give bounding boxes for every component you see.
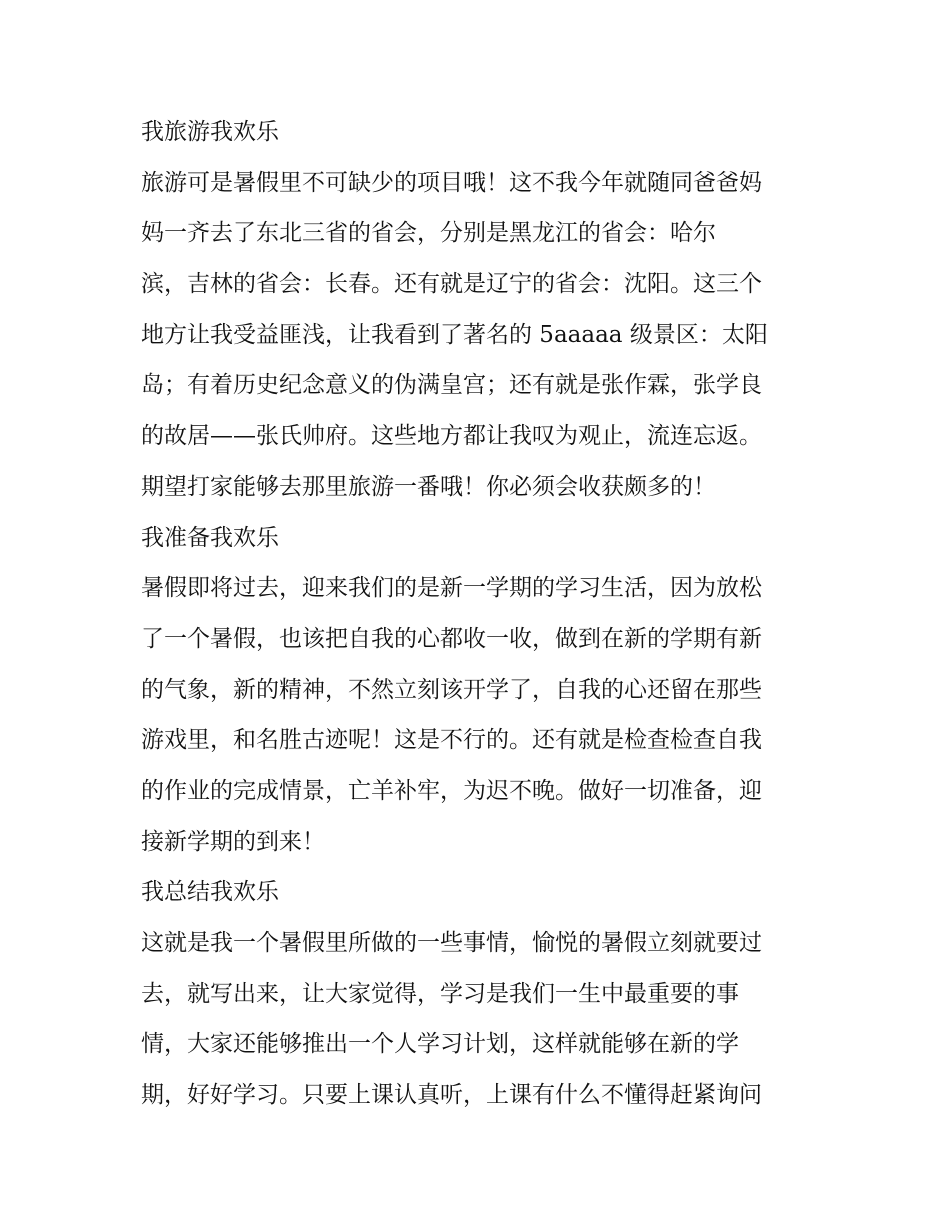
paragraph-line: 的故居——张氏帅府。这些地方都让我叹为观止，流连忘返。 <box>141 423 762 450</box>
section-heading: 我旅游我欢乐 <box>141 119 279 145</box>
paragraph-line: 的作业的完成情景，亡羊补牢，为迟不晚。做好一切准备，迎 <box>141 777 762 804</box>
paragraph-line: 接新学期的到来！ <box>141 828 325 855</box>
paragraph-line: 地方让我受益匪浅，让我看到了著名的 5aaaaa 级景区：太阳 <box>141 321 768 348</box>
paragraph-line: 的气象，新的精神，不然立刻该开学了，自我的心还留在那些 <box>141 676 762 703</box>
paragraph-line: 暑假即将过去，迎来我们的是新一学期的学习生活，因为放松 <box>141 575 762 602</box>
paragraph-line: 滨，吉林的省会：长春。还有就是辽宁的省会：沈阳。这三个 <box>141 271 762 298</box>
paragraph-line: 了一个暑假，也该把自我的心都收一收，做到在新的学期有新 <box>141 625 762 652</box>
section-prepare <box>141 513 816 868</box>
paragraph-line: 游戏里，和名胜古迹呢！这是不行的。还有就是检查检查自我 <box>141 727 762 754</box>
paragraph-line: 期望打家能够去那里旅游一番哦！你必须会收获颇多的！ <box>141 473 716 500</box>
paragraph-line: 期，好好学习。只要上课认真听，上课有什么不懂得赶紧询问 <box>141 1082 762 1109</box>
section-travel <box>141 107 816 513</box>
paragraph-line: 妈一齐去了东北三省的省会，分别是黑龙江的省会：哈尔 <box>141 220 716 247</box>
section-summary <box>141 867 816 1120</box>
document-body <box>141 107 816 1121</box>
paragraph-line: 岛；有着历史纪念意义的伪满皇宫；还有就是张作霖，张学良 <box>141 372 762 399</box>
paragraph-line: 情，大家还能够推出一个人学习计划，这样就能够在新的学 <box>141 1031 739 1058</box>
paragraph-line: 旅游可是暑假里不可缺少的项目哦！这不我今年就随同爸爸妈 <box>141 169 762 196</box>
section-heading: 我准备我欢乐 <box>141 524 279 551</box>
section-heading: 我总结我欢乐 <box>141 879 279 906</box>
paragraph-line: 这就是我一个暑假里所做的一些事情，愉悦的暑假立刻就要过 <box>141 930 762 956</box>
paragraph-line: 去，就写出来，让大家觉得，学习是我们一生中最重要的事 <box>141 980 739 1007</box>
